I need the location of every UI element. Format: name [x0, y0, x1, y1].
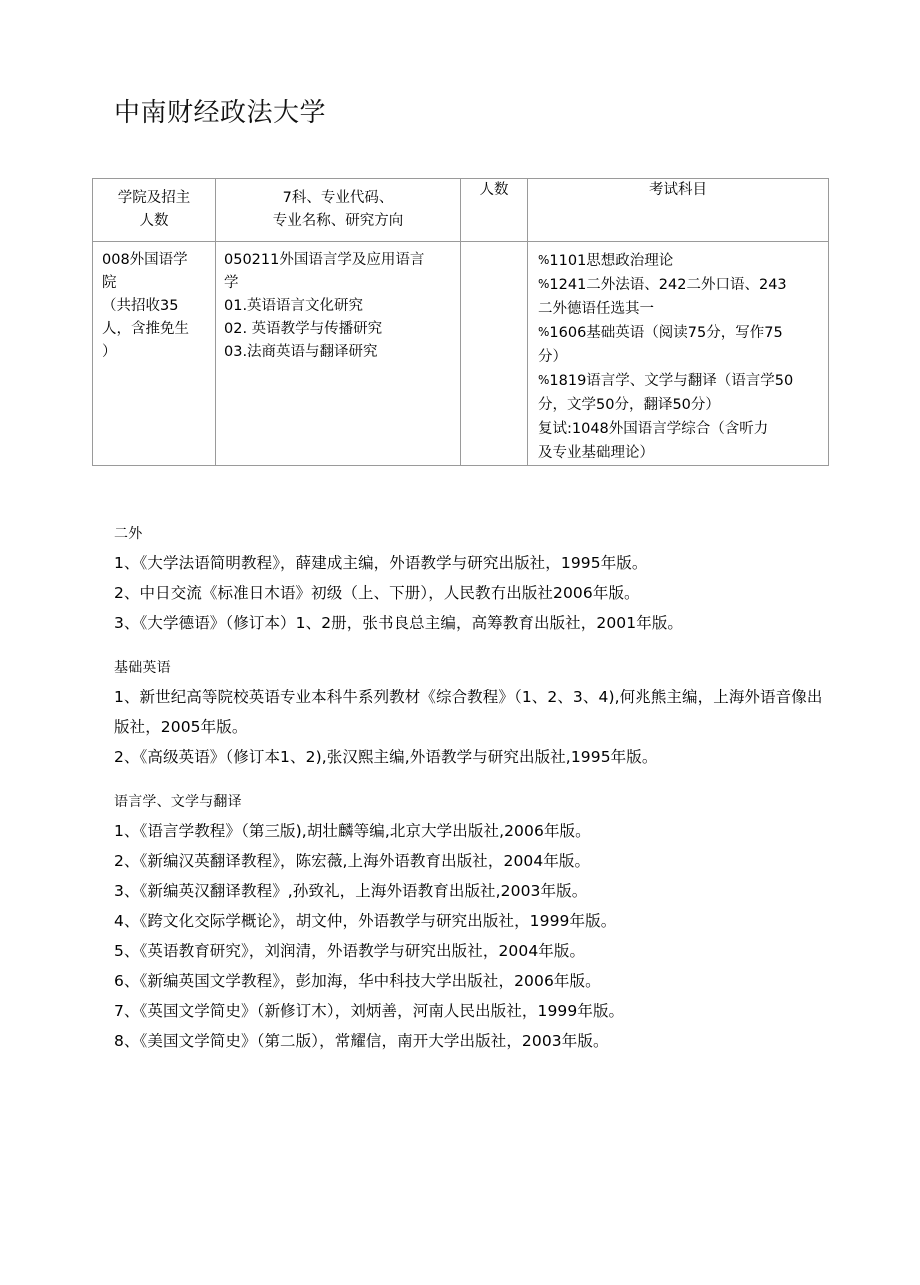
major-line: 03.法商英语与翻译研究: [224, 344, 378, 360]
section-heading: 语言学、文学与翻译: [114, 794, 242, 810]
reference-item: 3、《大学德语》（修订本）1、2册，张书良总主编，高筹教育出版社，2001年版。: [114, 614, 684, 632]
cell-count: [461, 242, 528, 466]
reference-section-second-foreign-language: [114, 520, 834, 638]
header-line: 7科、专业代码、: [282, 190, 394, 206]
reference-item: 1、新世纪高等院校英语专业本科牛系列教材《综合教程》（1、2、3、4),何兆熊主编，上海外语音像出版社，2005年版。: [114, 688, 823, 736]
exam-line: [538, 369, 822, 393]
college-line: 008外国语学: [102, 252, 188, 268]
college-line: （共招收35: [102, 298, 179, 314]
header-line: 学院及招主: [117, 190, 191, 206]
reference-item: 2、中日交流《标准日木语》初级（上、下册），人民教冇出版社2006年版。: [114, 584, 640, 602]
exam-line: [538, 273, 822, 297]
exam-text: 1606基础英语（阅读75分，写作75: [549, 325, 783, 341]
reference-item: 6、《新编英国文学教程》，彭加海，华中科技大学出版社，2006年版。: [114, 972, 601, 990]
page-title: 中南财经政法大学: [114, 98, 327, 128]
reference-item: 2、《新编汉英翻译教程》，陈宏薇,上海外语教育出版社，2004年版。: [114, 852, 591, 870]
major-line: 学: [224, 275, 239, 291]
exam-line: [538, 417, 822, 441]
exam-line: [538, 441, 822, 465]
exam-text: 复试:1048外国语言学综合（含听力: [538, 421, 769, 437]
table-row: [93, 242, 829, 466]
major-line: 02. 英语教学与传播研究: [224, 321, 383, 337]
bullet-marker: %: [538, 253, 550, 267]
exam-text: 1101思想政治理论: [549, 253, 674, 269]
reference-sections: [114, 520, 834, 1056]
cell-exam-subjects: [528, 242, 829, 466]
exam-text: 1819语言学、文学与翻译（语言学50: [549, 373, 794, 389]
header-line: 考试科目: [649, 182, 707, 198]
header-line: 人数: [139, 213, 169, 229]
exam-line: [538, 321, 822, 345]
reference-item: 7、《英国文学简史》（新修订木），刘炳善，河南人民出版社，1999年版。: [114, 1002, 625, 1020]
cell-college: [93, 242, 216, 466]
cell-major: [216, 242, 461, 466]
table-header-major: [216, 179, 461, 242]
bullet-marker: %: [538, 325, 550, 339]
college-line: 人，含推免生: [102, 321, 189, 337]
bullet-marker: %: [538, 373, 550, 387]
exam-line: [538, 393, 822, 417]
major-line: 050211外国语言学及应用语言: [224, 252, 425, 268]
header-line: 人数: [479, 182, 509, 198]
table-header-count: [461, 179, 528, 242]
exam-text: 分）: [538, 349, 567, 365]
exam-line: [538, 345, 822, 369]
major-line: 01.英语语言文化研究: [224, 298, 364, 314]
reference-item: 3、《新编英汉翻译教程》,孙致礼，上海外语教育出版社,2003年版。: [114, 882, 588, 900]
exam-text: 二外德语任选其一: [538, 301, 654, 317]
exam-line: [538, 249, 822, 273]
section-heading: 基础英语: [114, 660, 171, 676]
table-header-exam-subjects: [528, 179, 829, 242]
reference-section-basic-english: [114, 654, 834, 772]
exam-text: 1241二外法语、242二外口语、243: [549, 277, 787, 293]
admissions-table: [92, 178, 829, 466]
admissions-table-wrapper: [92, 178, 828, 466]
reference-item: 5、《英语教育研究》，刘润清，外语教学与研究出版社，2004年版。: [114, 942, 586, 960]
table-header-college: [93, 179, 216, 242]
bullet-marker: %: [538, 277, 550, 291]
exam-text: 及专业基础理论）: [538, 445, 654, 461]
exam-line: [538, 297, 822, 321]
header-line: 专业名称、研究方向: [272, 213, 404, 229]
reference-item: 4、《跨文化交际学概论》，胡文仲，外语教学与研究出版社，1999年版。: [114, 912, 617, 930]
exam-text: 分，文学50分，翻译50分）: [538, 397, 720, 413]
reference-section-linguistics-literature-translation: [114, 788, 834, 1056]
section-heading: 二外: [114, 526, 143, 542]
reference-item: 2、《高级英语》（修订本1、2),张汉熙主编,外语教学与研究出版社,1995年版。: [114, 748, 658, 766]
reference-item: 8、《美国文学简史》（第二版），常耀信，南开大学出版社，2003年版。: [114, 1032, 609, 1050]
college-line: ）: [102, 344, 117, 360]
table-header-row: [93, 179, 829, 242]
reference-item: 1、《语言学教程》（第三版),胡壮麟等编,北京大学出版社,2006年版。: [114, 822, 591, 840]
college-line: 院: [102, 275, 117, 291]
reference-item: 1、《大学法语简明教程》，薛建成主编，外语教学与研究出版社，1995年版。: [114, 554, 648, 572]
